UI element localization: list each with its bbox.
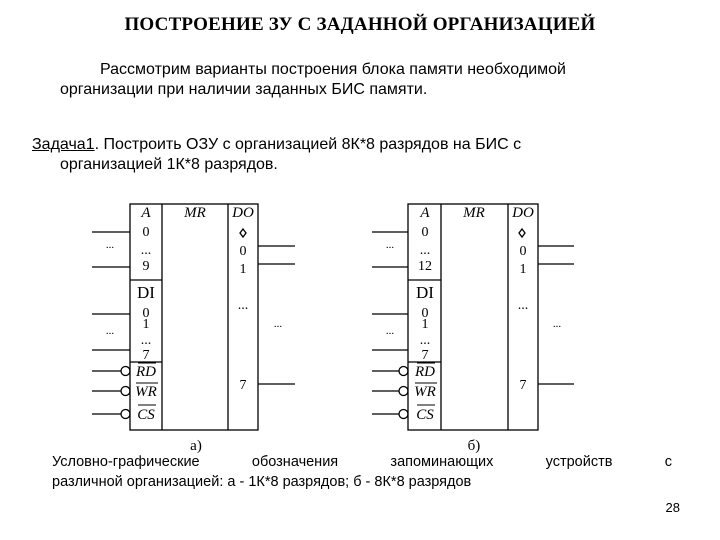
chip-b-header-mr: MR (463, 205, 485, 221)
caption-word-3: запоминающих (390, 454, 494, 470)
chip-b-symbol (372, 204, 574, 430)
caption-word-4: устройств (545, 454, 613, 470)
chip-a-di-dots: ... (140, 333, 152, 348)
chip-a-left-dots: ... (105, 239, 115, 251)
task-label: Задача1 (32, 136, 95, 153)
chip-a-di-0: 0 (142, 306, 150, 321)
chip-a-right-dots: ... (273, 318, 283, 330)
chip-b-di-7: 7 (421, 348, 429, 363)
chip-a-wr: WR (135, 384, 157, 400)
chip-a-addr-0: 0 (142, 225, 150, 240)
caption-word-5: с (664, 454, 672, 470)
chip-b-addr-0: 0 (421, 225, 429, 240)
chip-a-labels (106, 205, 283, 454)
chip-b-do-7: 7 (519, 378, 527, 393)
chip-b-di-dots: ... (419, 333, 431, 348)
chip-b-labels (386, 205, 562, 454)
chip-b-di: DI (416, 283, 434, 302)
chip-a-addr-last: 9 (142, 259, 150, 274)
chip-b-do-1: 1 (519, 262, 527, 277)
chip-a-di-1: 1 (142, 317, 150, 332)
page-title: ПОСТРОЕНИЕ ЗУ С ЗАДАННОЙ ОРГАНИЗАЦИЕЙ (124, 14, 596, 35)
chip-b-di-0: 0 (421, 306, 429, 321)
chip-a-addr-dots: ... (140, 243, 152, 258)
chip-b-left-dots-2: ... (385, 325, 395, 337)
chip-b-do-0: 0 (519, 244, 527, 259)
caption-word-1: Условно-графические (52, 454, 200, 470)
figure-caption (52, 452, 672, 492)
chip-b-addr-dots: ... (419, 243, 431, 258)
intro-line-2: организации при наличии заданных БИС памяти. (60, 81, 428, 98)
caption-word-2: обозначения (251, 454, 339, 470)
chip-a-header-mr: MR (184, 205, 206, 221)
task-line-2: организацией 1К*8 разрядов. (60, 156, 278, 173)
chip-a-left-dots-2: ... (105, 325, 115, 337)
chip-b-right-dots: ... (552, 318, 562, 330)
chip-b-di-1: 1 (421, 317, 429, 332)
page-number: 28 (665, 500, 680, 515)
caption-line-1 (52, 452, 672, 472)
chip-a-di-7: 7 (142, 348, 150, 363)
chip-a-di: DI (137, 283, 155, 302)
chip-a-do-0: 0 (239, 244, 247, 259)
chip-a-symbol (92, 204, 295, 430)
chip-b-addr-last: 12 (418, 259, 432, 274)
chip-a-cs: CS (137, 407, 155, 423)
chip-b-label: б) (467, 438, 481, 454)
chip-b-wr: WR (414, 384, 436, 400)
chip-a-label: а) (190, 438, 202, 454)
chip-a-do-dots: ... (237, 298, 249, 313)
chip-a-do-1: 1 (239, 262, 247, 277)
chip-b-do-dots: ... (517, 298, 529, 313)
task-line-1: . Построить ОЗУ с организацией 8К*8 разрядов на БИС с (94, 136, 522, 153)
chip-b-header-a: A (420, 205, 430, 221)
chip-a-rd: RD (136, 364, 156, 380)
caption-line-2: различной организацией: а - 1К*8 разрядов; б - 8К*8 разрядов (52, 474, 472, 490)
chip-b-rd: RD (415, 364, 435, 380)
intro-line-1: Рассмотрим варианты построения блока памяти необходимой (100, 61, 566, 78)
chip-a-do-7: 7 (239, 378, 247, 393)
chip-a-header-do: DO (232, 205, 254, 221)
chip-b-left-dots: ... (385, 239, 395, 251)
chip-b-header-do: DO (512, 205, 534, 221)
chip-b-cs: CS (416, 407, 434, 423)
chip-a-header-a: A (141, 205, 151, 221)
